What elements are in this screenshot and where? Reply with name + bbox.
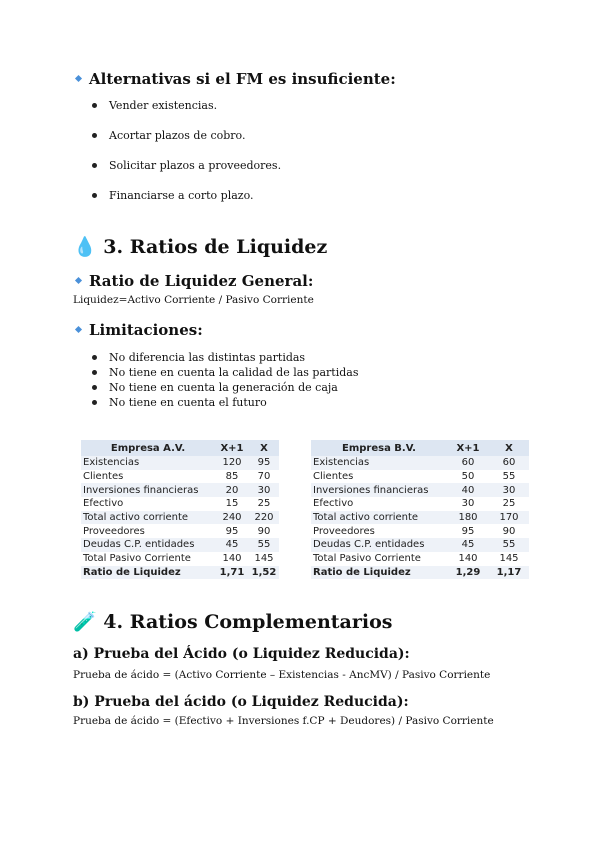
table-cell: Efectivo bbox=[313, 498, 354, 510]
table-cell: 55 bbox=[489, 538, 529, 552]
acid-test-b-heading: b) Prueba del ácido (o Liquidez Reducida): bbox=[73, 694, 409, 710]
table-row bbox=[311, 538, 529, 552]
table-cell: 30 bbox=[249, 483, 279, 497]
table-row bbox=[311, 470, 529, 484]
diamond-bullet-icon bbox=[75, 325, 82, 332]
list-item: No diferencia las distintas partidas bbox=[92, 351, 305, 364]
table-cell: Total activo corriente bbox=[81, 511, 215, 525]
table-cell: Existencias bbox=[311, 456, 447, 470]
table-cell: 25 bbox=[502, 498, 516, 510]
table-cell: Clientes bbox=[83, 471, 124, 483]
table-row bbox=[311, 524, 529, 538]
table-cell: Deudas C.P. entidades bbox=[311, 538, 447, 552]
table-cell: 1,29 bbox=[447, 566, 489, 580]
alternatives-heading: Alternativas si el FM es insuficiente: bbox=[76, 70, 396, 88]
table-cell: 20 bbox=[215, 483, 249, 497]
table-cell: 15 bbox=[225, 498, 239, 510]
table-row bbox=[81, 538, 279, 552]
table-cell: 55 bbox=[502, 471, 516, 483]
table-cell: 95 bbox=[249, 456, 279, 470]
column-header: Empresa A.V. bbox=[81, 440, 215, 456]
table-cell: 1,52 bbox=[249, 566, 279, 580]
table-row bbox=[81, 511, 279, 525]
table-cell: 90 bbox=[257, 525, 271, 537]
table-row-total bbox=[81, 566, 279, 580]
table-cell: Inversiones financieras bbox=[81, 483, 215, 497]
table-row bbox=[81, 524, 279, 538]
acid-test-a-heading: a) Prueba del Ácido (o Liquidez Reducida): bbox=[73, 646, 410, 662]
acid-test-b-formula: Prueba de ácido = (Efectivo + Inversiones f.CP + Deudores) / Pasivo Corriente bbox=[73, 715, 494, 727]
table-cell: 30 bbox=[489, 483, 529, 497]
table-cell: Ratio de Liquidez bbox=[81, 566, 215, 580]
table-cell: 55 bbox=[249, 538, 279, 552]
table-cell: 60 bbox=[447, 456, 489, 470]
table-cell: 1,71 bbox=[215, 566, 249, 580]
list-item: Vender existencias. bbox=[92, 99, 217, 112]
table-cell: Deudas C.P. entidades bbox=[81, 538, 215, 552]
table-cell: 180 bbox=[447, 511, 489, 525]
list-item: Financiarse a corto plazo. bbox=[92, 189, 254, 202]
table-cell: 95 bbox=[461, 525, 475, 537]
table-row bbox=[311, 511, 529, 525]
table-cell: Ratio de Liquidez bbox=[311, 566, 447, 580]
liquidity-general-heading: Ratio de Liquidez General: bbox=[76, 272, 313, 290]
table-cell: 140 bbox=[222, 553, 242, 565]
table-cell: 240 bbox=[215, 511, 249, 525]
table-row bbox=[81, 483, 279, 497]
table-row bbox=[311, 552, 529, 566]
table-cell: 85 bbox=[225, 471, 239, 483]
table-row bbox=[311, 483, 529, 497]
table-row bbox=[81, 497, 279, 511]
section3-heading: 💧 3. Ratios de Liquidez bbox=[73, 236, 328, 258]
table-cell: Efectivo bbox=[83, 498, 124, 510]
table-empresa-av bbox=[81, 440, 279, 579]
liquidity-formula: Liquidez=Activo Corriente / Pasivo Corriente bbox=[73, 294, 314, 306]
table-cell: 145 bbox=[499, 553, 519, 565]
test-tube-icon: 🧪 bbox=[73, 611, 97, 633]
table-cell: 170 bbox=[489, 511, 529, 525]
acid-test-a-formula: Prueba de ácido = (Activo Corriente – Existencias - AncMV) / Pasivo Corriente bbox=[73, 669, 491, 681]
list-item: Acortar plazos de cobro. bbox=[92, 129, 245, 142]
table-row bbox=[81, 470, 279, 484]
table-cell: 95 bbox=[225, 525, 239, 537]
table-cell: Inversiones financieras bbox=[311, 483, 447, 497]
table-cell: 30 bbox=[461, 498, 475, 510]
table-cell: 60 bbox=[489, 456, 529, 470]
table-row bbox=[311, 456, 529, 470]
column-header: X bbox=[249, 440, 279, 456]
diamond-bullet-icon bbox=[75, 74, 82, 81]
table-cell: 90 bbox=[502, 525, 516, 537]
table-row-total bbox=[311, 566, 529, 580]
table-cell: Existencias bbox=[81, 456, 215, 470]
list-item: No tiene en cuenta el futuro bbox=[92, 396, 267, 409]
table-cell: 120 bbox=[215, 456, 249, 470]
column-header: X bbox=[489, 440, 529, 456]
table-cell: 70 bbox=[257, 471, 271, 483]
table-cell: 45 bbox=[447, 538, 489, 552]
list-item: Solicitar plazos a proveedores. bbox=[92, 159, 281, 172]
table-cell: 1,17 bbox=[489, 566, 529, 580]
table-cell: 140 bbox=[458, 553, 478, 565]
table-cell: Total activo corriente bbox=[311, 511, 447, 525]
table-row bbox=[311, 497, 529, 511]
droplet-icon: 💧 bbox=[73, 236, 97, 258]
table-cell: Total Pasivo Corriente bbox=[83, 553, 191, 565]
table-row bbox=[81, 456, 279, 470]
table-cell: Proveedores bbox=[83, 525, 145, 537]
table-cell: 25 bbox=[257, 498, 271, 510]
table-cell: 40 bbox=[447, 483, 489, 497]
column-header: Empresa B.V. bbox=[311, 440, 447, 456]
table-cell: Total Pasivo Corriente bbox=[313, 553, 421, 565]
column-header: X+1 bbox=[215, 440, 249, 456]
list-item: No tiene en cuenta la generación de caja bbox=[92, 381, 338, 394]
column-header: X+1 bbox=[447, 440, 489, 456]
table-cell: 50 bbox=[461, 471, 475, 483]
table-empresa-bv bbox=[311, 440, 529, 579]
list-item: No tiene en cuenta la calidad de las partidas bbox=[92, 366, 358, 379]
section4-heading: 🧪 4. Ratios Complementarios bbox=[73, 611, 393, 633]
table-cell: Proveedores bbox=[313, 525, 375, 537]
table-cell: 145 bbox=[254, 553, 274, 565]
table-cell: Clientes bbox=[313, 471, 354, 483]
limitations-heading: Limitaciones: bbox=[76, 321, 203, 339]
diamond-bullet-icon bbox=[75, 276, 82, 283]
table-row bbox=[81, 552, 279, 566]
table-cell: 220 bbox=[249, 511, 279, 525]
table-cell: 45 bbox=[215, 538, 249, 552]
